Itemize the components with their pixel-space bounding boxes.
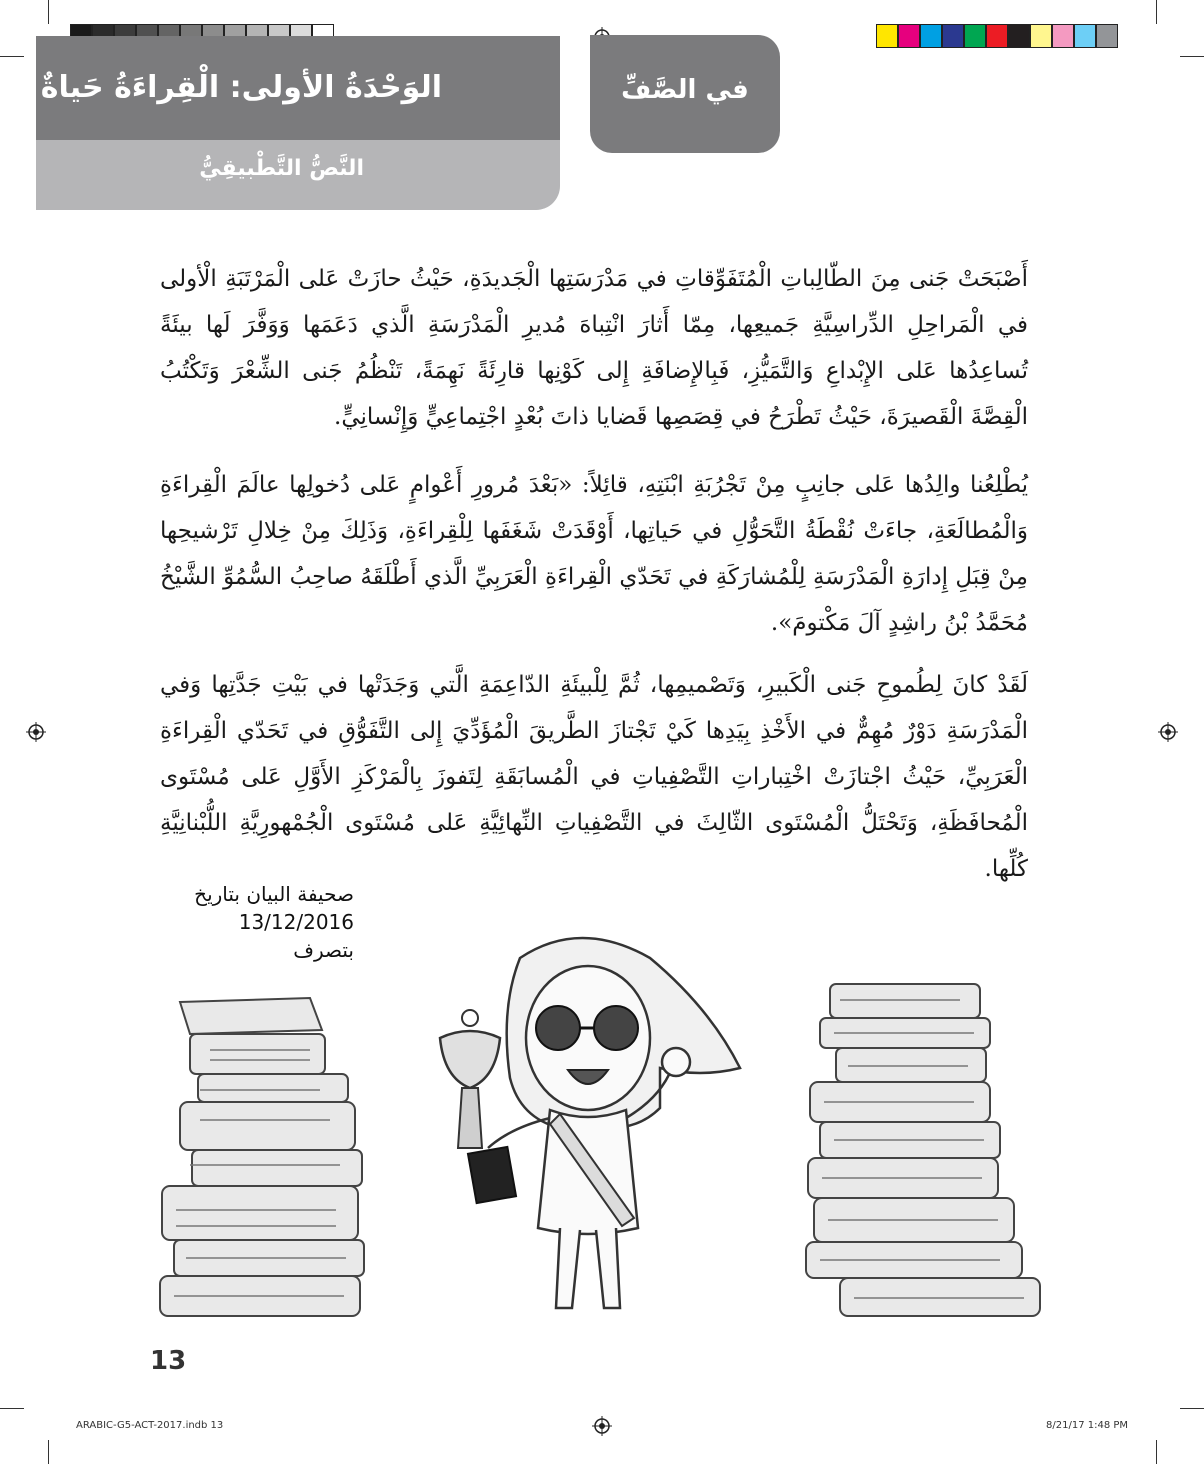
color-swatch xyxy=(898,24,920,48)
color-swatch xyxy=(876,24,898,48)
crop-mark xyxy=(1156,1440,1157,1464)
color-swatch xyxy=(986,24,1008,48)
color-bar xyxy=(876,24,1118,48)
page-number: 13 xyxy=(150,1346,187,1376)
class-label-badge xyxy=(590,35,780,153)
color-swatch xyxy=(1030,24,1052,48)
paragraph-1: أَصْبَحَتْ جَنى مِنَ الطّالِباتِ الْمُتَفَوِّقاتِ في مَدْرَسَتِها الْجَديدَةِ، حَيْثُ حازَتْ عَلى الْمَرْتَبَةِ الْأولى في الْمَراحِلِ الدِّراسِيَّةِ جَميعِها، مِمّا أَثارَ انْتِباهَ مُديرِ الْمَدْرَسَةِ الَّذي دَعَمَها وَوَفَّرَ لَها بيئَةً تُساعِدُها عَلى الإِبْداعِ وَالتَّمَيُّزِ، فَبِالإِضافَةِ إِلى كَوْنِها قارِئَةً نَهِمَةً، تَنْظُمُ جَنى الشِّعْرَ وَتَكْتُبُ الْقِصَّةَ الْقَصيرَةَ، حَيْثُ تَطْرَحُ في قِصَصِها قَضايا ذاتَ بُعْدٍ اجْتِماعِيٍّ وَإِنْسانِيٍّ. xyxy=(160,266,1028,430)
stacked-books-icon xyxy=(150,990,390,1320)
source-line: بتصرف xyxy=(293,938,354,962)
registration-mark-icon xyxy=(26,722,46,742)
color-swatch xyxy=(920,24,942,48)
color-swatch xyxy=(964,24,986,48)
color-swatch xyxy=(1096,24,1118,48)
unit-header xyxy=(36,36,560,140)
footer-file-name: ARABIC-G5-ACT-2017.indb 13 xyxy=(76,1420,224,1431)
color-swatch xyxy=(1052,24,1074,48)
source-date: 13/12/2016 xyxy=(238,910,354,934)
registration-mark-icon xyxy=(592,1416,612,1436)
color-swatch xyxy=(1074,24,1096,48)
crop-mark xyxy=(1180,56,1204,57)
crop-mark xyxy=(48,0,49,24)
class-label: في الصَّفِّ xyxy=(621,75,749,105)
paragraph-2: يُطْلِعُنا والِدُها عَلى جانِبٍ مِنْ تَجْرُبَةِ ابْنَتِهِ، قائِلاً: «بَعْدَ مُرورِ أَعْوامٍ عَلى دُخولِها عالَمَ الْقِراءَةِ وَالْمُطالَعَةِ، جاءَتْ نُقْطَةُ التَّحَوُّلِ في حَياتِها، أَوْقَدَتْ شَغَفَها لِلْقِراءَةِ، وَذَلِكَ مِنْ خِلالِ تَرْشيحِها مِنْ قِبَلِ إِدارَةِ الْمَدْرَسَةِ لِلْمُشارَكَةِ في تَحَدّي الْقِراءَةِ الْعَرَبِيِّ الَّذي أَطْلَقَهُ صاحِبُ السُّمُوِّ الشَّيْخُ مُحَمَّدُ بْنُ راشِدٍ آلَ مَكْتومَ». xyxy=(160,472,1028,636)
registration-mark-icon xyxy=(1158,722,1178,742)
stacked-books-icon xyxy=(800,978,1060,1320)
paragraph-3: لَقَدْ كانَ لِطُموحِ جَنى الْكَبيرِ، وَتَصْميمِها، ثُمَّ لِلْبيئَةِ الدّاعِمَةِ الَّتي وَجَدَتْها في بَيْتِ جَدَّتِها وَفي الْمَدْرَسَةِ دَوْرٌ مُهِمٌّ في الأَخْذِ بِيَدِها كَيْ تَجْتازَ الطَّريقَ الْمُؤَدِّيَ إِلى التَّفَوُّقِ في تَحَدّي الْقِراءَةِ الْعَرَبِيِّ، حَيْثُ اجْتازَتْ اخْتِباراتِ التَّصْفِياتِ في الْمُسابَقَةِ لِتَفوزَ بِالْمَرْكَزِ الأَوَّلِ عَلى مُسْتَوى الْمُحافَظَةِ، وَتَحْتَلُّ الْمُسْتَوى الثّالِثَ في التَّصْفِياتِ النِّهائِيَّةِ عَلى مُسْتَوى الْجُمْهورِيَّةِ اللُّبْنانِيَّةِ كُلِّها. xyxy=(160,672,1028,882)
section-title: النَّصُّ التَّطْبيقِيُّ xyxy=(199,156,364,181)
footer-timestamp: 8/21/17 1:48 PM xyxy=(1046,1420,1129,1431)
crop-mark xyxy=(48,1440,49,1464)
girl-with-trophy-icon xyxy=(410,928,770,1318)
crop-mark xyxy=(0,56,24,57)
color-swatch xyxy=(1008,24,1030,48)
crop-mark xyxy=(0,1408,24,1409)
section-header xyxy=(36,140,560,210)
color-swatch xyxy=(942,24,964,48)
source-line: صحيفة البيان بتاريخ xyxy=(194,882,354,906)
source-citation xyxy=(140,880,354,964)
unit-title: الوَحْدَةُ الأولى: الْقِراءَةُ حَياةٌ xyxy=(40,70,442,105)
crop-mark xyxy=(1180,1408,1204,1409)
crop-mark xyxy=(1156,0,1157,24)
